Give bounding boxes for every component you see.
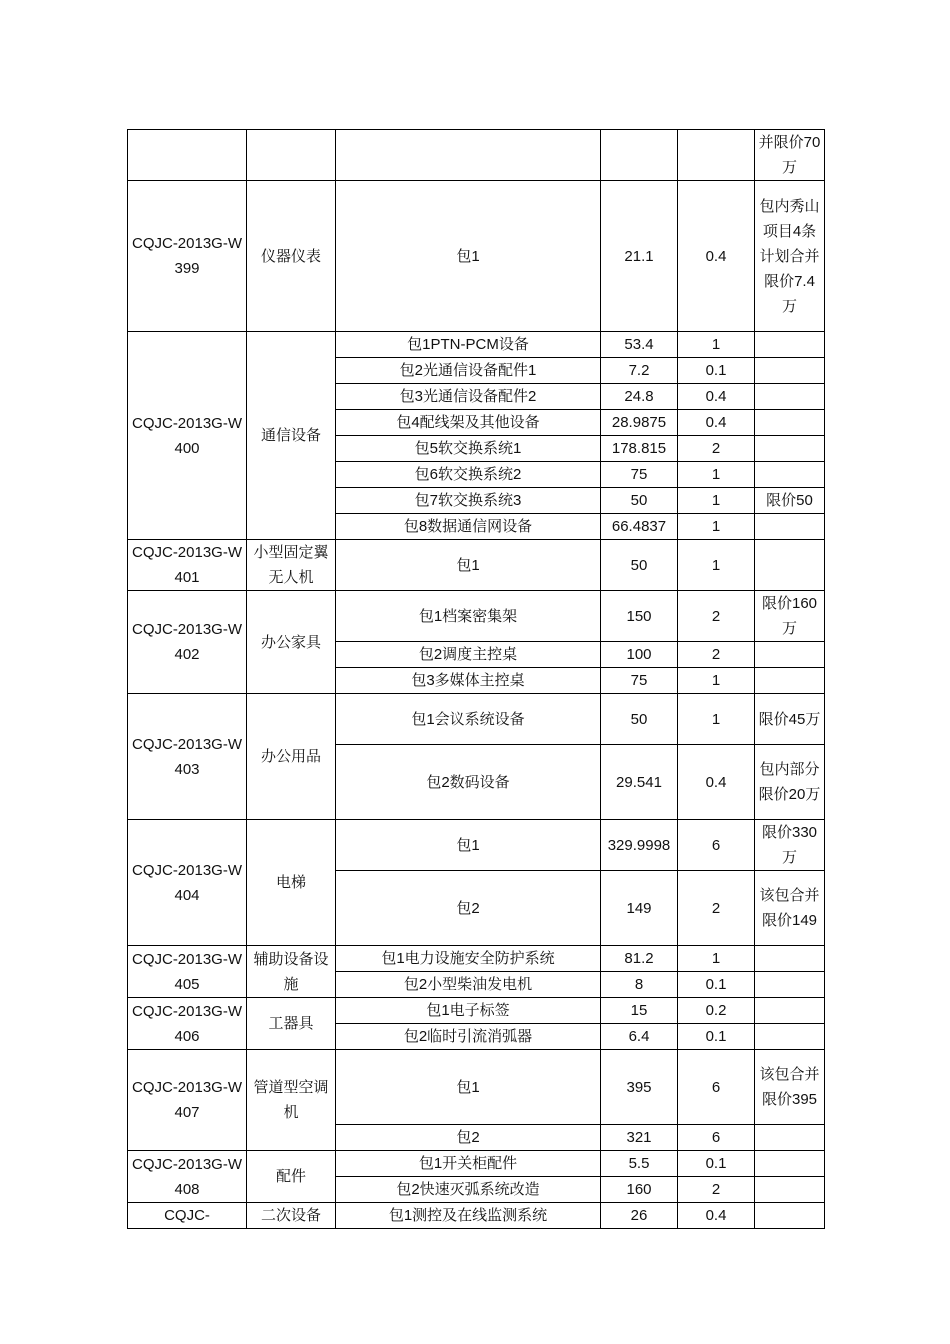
note-cell [755,946,825,972]
document-page [127,129,824,1229]
table-row [128,332,825,358]
table-row [128,694,825,745]
package-cell: 包2临时引流消弧器 [336,1024,601,1050]
category-cell: 辅助设备设施 [247,946,336,998]
package-cell: 包1 [336,1050,601,1125]
table-row [128,1151,825,1177]
note-cell [755,1125,825,1151]
package-cell: 包1会议系统设备 [336,694,601,745]
category-cell: 仪器仪表 [247,181,336,332]
note-cell [755,668,825,694]
table-row [128,946,825,972]
note-cell [755,642,825,668]
note-cell [755,514,825,540]
category-cell: 工器具 [247,998,336,1050]
amount-cell: 395 [601,1050,678,1125]
amount-cell: 66.4837 [601,514,678,540]
note-cell: 该包合并限价149 [755,871,825,946]
category-cell: 通信设备 [247,332,336,540]
package-cell: 包8数据通信网设备 [336,514,601,540]
ratio-cell: 0.2 [678,998,755,1024]
amount-cell: 21.1 [601,181,678,332]
amount-cell: 100 [601,642,678,668]
ratio-cell: 1 [678,332,755,358]
ratio-cell [678,130,755,181]
project-code-cell [128,130,247,181]
ratio-cell: 6 [678,1050,755,1125]
table-row [128,540,825,591]
note-cell [755,540,825,591]
package-cell: 包1开关柜配件 [336,1151,601,1177]
package-cell: 包5软交换系统1 [336,436,601,462]
package-cell: 包1测控及在线监测系统 [336,1203,601,1229]
category-cell: 电梯 [247,820,336,946]
category-cell: 配件 [247,1151,336,1203]
note-cell: 限价45万 [755,694,825,745]
project-code-cell: CQJC-2013G-W404 [128,820,247,946]
ratio-cell: 0.4 [678,384,755,410]
amount-cell: 28.9875 [601,410,678,436]
note-cell [755,462,825,488]
table-row [128,1050,825,1125]
note-cell [755,410,825,436]
note-cell [755,1024,825,1050]
package-cell: 包2小型柴油发电机 [336,972,601,998]
note-cell [755,358,825,384]
ratio-cell: 6 [678,1125,755,1151]
amount-cell: 178.815 [601,436,678,462]
amount-cell: 50 [601,488,678,514]
category-cell: 二次设备 [247,1203,336,1229]
package-cell: 包2 [336,1125,601,1151]
note-cell [755,384,825,410]
table-row [128,591,825,642]
package-cell: 包2 [336,871,601,946]
project-code-cell: CQJC-2013G-W407 [128,1050,247,1151]
project-code-cell: CQJC-2013G-W401 [128,540,247,591]
amount-cell: 53.4 [601,332,678,358]
ratio-cell: 0.1 [678,358,755,384]
ratio-cell: 0.4 [678,410,755,436]
project-code-cell: CQJC- [128,1203,247,1229]
package-cell: 包1 [336,820,601,871]
ratio-cell: 0.4 [678,1203,755,1229]
package-cell: 包2调度主控桌 [336,642,601,668]
ratio-cell: 0.4 [678,181,755,332]
package-cell: 包3多媒体主控桌 [336,668,601,694]
ratio-cell: 2 [678,871,755,946]
note-cell [755,1177,825,1203]
ratio-cell: 1 [678,514,755,540]
ratio-cell: 1 [678,540,755,591]
amount-cell: 6.4 [601,1024,678,1050]
ratio-cell: 1 [678,462,755,488]
note-cell: 限价160万 [755,591,825,642]
ratio-cell: 0.1 [678,972,755,998]
package-cell: 包7软交换系统3 [336,488,601,514]
ratio-cell: 2 [678,436,755,462]
note-cell [755,972,825,998]
project-code-cell: CQJC-2013G-W402 [128,591,247,694]
package-cell: 包1PTN-PCM设备 [336,332,601,358]
amount-cell: 81.2 [601,946,678,972]
amount-cell: 149 [601,871,678,946]
ratio-cell: 2 [678,642,755,668]
package-cell: 包1电子标签 [336,998,601,1024]
amount-cell: 15 [601,998,678,1024]
amount-cell: 26 [601,1203,678,1229]
amount-cell: 8 [601,972,678,998]
category-cell: 管道型空调机 [247,1050,336,1151]
note-cell: 包内部分限价20万 [755,745,825,820]
ratio-cell: 6 [678,820,755,871]
table-row [128,130,825,181]
amount-cell: 29.541 [601,745,678,820]
note-cell [755,436,825,462]
amount-cell: 150 [601,591,678,642]
package-cell: 包1电力设施安全防护系统 [336,946,601,972]
category-cell: 小型固定翼无人机 [247,540,336,591]
package-cell: 包3光通信设备配件2 [336,384,601,410]
ratio-cell: 1 [678,946,755,972]
note-cell: 限价50 [755,488,825,514]
project-code-cell: CQJC-2013G-W400 [128,332,247,540]
table-row [128,998,825,1024]
ratio-cell: 2 [678,591,755,642]
project-code-cell: CQJC-2013G-W406 [128,998,247,1050]
note-cell: 包内秀山项目4条计划合并限价7.4万 [755,181,825,332]
package-cell: 包1档案密集架 [336,591,601,642]
ratio-cell: 0.4 [678,745,755,820]
project-code-cell: CQJC-2013G-W399 [128,181,247,332]
table-row [128,1203,825,1229]
amount-cell: 75 [601,462,678,488]
package-cell: 包1 [336,540,601,591]
note-cell: 并限价70万 [755,130,825,181]
ratio-cell: 1 [678,488,755,514]
note-cell [755,1151,825,1177]
note-cell [755,332,825,358]
amount-cell: 50 [601,540,678,591]
category-cell: 办公用品 [247,694,336,820]
package-cell: 包2数码设备 [336,745,601,820]
category-cell [247,130,336,181]
table-row [128,820,825,871]
amount-cell: 329.9998 [601,820,678,871]
note-cell [755,1203,825,1229]
amount-cell: 160 [601,1177,678,1203]
project-code-cell: CQJC-2013G-W408 [128,1151,247,1203]
amount-cell: 24.8 [601,384,678,410]
amount-cell: 5.5 [601,1151,678,1177]
category-cell: 办公家具 [247,591,336,694]
procurement-table [127,129,825,1229]
ratio-cell: 1 [678,694,755,745]
amount-cell: 75 [601,668,678,694]
ratio-cell: 1 [678,668,755,694]
note-cell: 限价330万 [755,820,825,871]
ratio-cell: 2 [678,1177,755,1203]
note-cell: 该包合并限价395 [755,1050,825,1125]
project-code-cell: CQJC-2013G-W405 [128,946,247,998]
amount-cell [601,130,678,181]
amount-cell: 50 [601,694,678,745]
package-cell: 包4配线架及其他设备 [336,410,601,436]
note-cell [755,998,825,1024]
ratio-cell: 0.1 [678,1024,755,1050]
package-cell: 包2快速灭弧系统改造 [336,1177,601,1203]
package-cell [336,130,601,181]
amount-cell: 321 [601,1125,678,1151]
project-code-cell: CQJC-2013G-W403 [128,694,247,820]
table-row [128,181,825,332]
amount-cell: 7.2 [601,358,678,384]
package-cell: 包1 [336,181,601,332]
package-cell: 包2光通信设备配件1 [336,358,601,384]
package-cell: 包6软交换系统2 [336,462,601,488]
ratio-cell: 0.1 [678,1151,755,1177]
